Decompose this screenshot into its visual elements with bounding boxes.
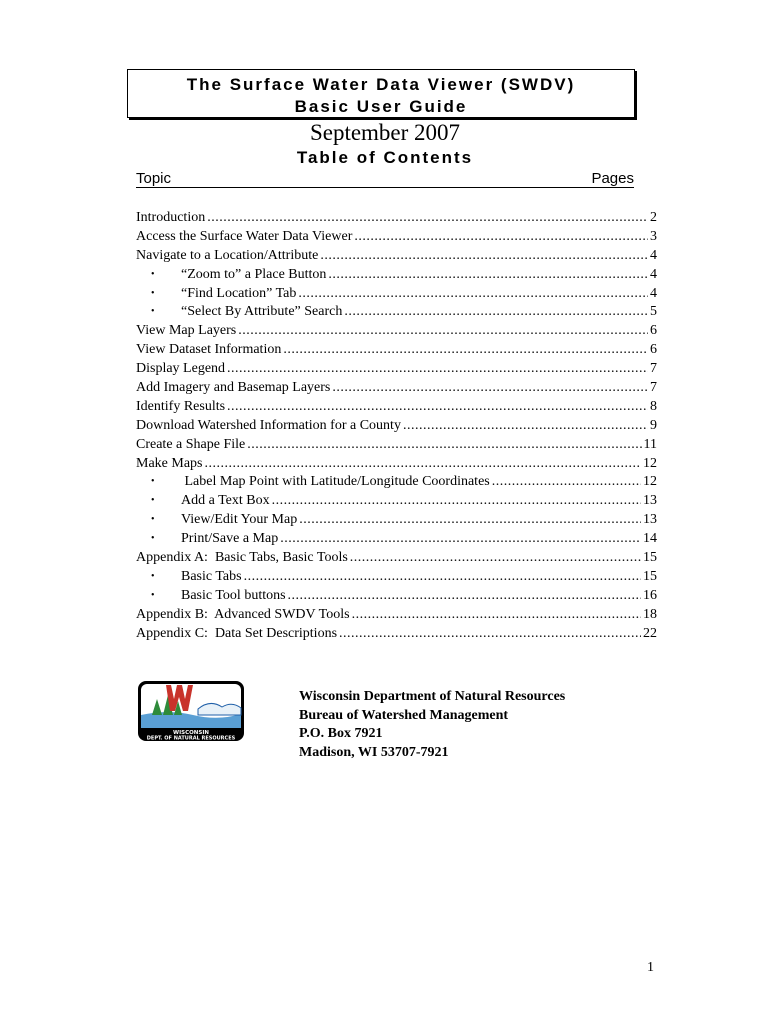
bullet-icon: • — [151, 268, 155, 280]
address-line-1: Wisconsin Department of Natural Resources — [299, 689, 566, 704]
toc-entry-title: Download Watershed Information for a County — [136, 417, 401, 433]
address-line-4: Madison, WI 53707-7921 — [299, 744, 449, 760]
toc-entry-page: 4 — [650, 285, 657, 301]
dot-leader — [227, 360, 648, 379]
toc-entry[interactable] — [136, 455, 657, 474]
toc-entry[interactable] — [136, 436, 657, 455]
toc-entry[interactable] — [136, 568, 657, 587]
toc-heading: Table of Contents — [296, 148, 474, 167]
address-line-3: P.O. Box 7921 — [299, 726, 383, 741]
table-of-contents — [136, 209, 657, 643]
toc-entry-title: View/Edit Your Map — [181, 512, 298, 528]
toc-entry-title: View Dataset Information — [136, 342, 282, 358]
dot-leader — [227, 398, 648, 417]
toc-entry-page: 8 — [650, 398, 657, 414]
toc-entry[interactable] — [136, 341, 657, 360]
toc-entry[interactable] — [136, 209, 657, 228]
toc-entry-page: 7 — [650, 380, 657, 396]
toc-entry-page: 14 — [643, 531, 657, 547]
toc-entry-page: 15 — [643, 550, 657, 566]
dot-leader — [403, 417, 648, 436]
toc-entry-title: “Zoom to” a Place Button — [181, 266, 327, 282]
toc-column-header — [136, 169, 634, 188]
toc-entry[interactable] — [136, 511, 657, 530]
toc-entry-page: 2 — [650, 210, 657, 225]
document-date: September 2007 — [309, 120, 461, 145]
toc-entry[interactable] — [136, 266, 657, 285]
bullet-icon: • — [151, 476, 155, 488]
toc-entry[interactable] — [136, 606, 657, 625]
toc-entry-title: Label Map Point with Latitude/Longitude Coordinates — [181, 474, 490, 490]
logo-line-2: DEPT. OF NATURAL RESOURCES — [146, 735, 236, 741]
toc-entry-title: Print/Save a Map — [181, 531, 279, 547]
toc-entry[interactable] — [136, 587, 657, 606]
toc-entry-page: 7 — [650, 361, 657, 377]
toc-entry-title: “Find Location” Tab — [181, 285, 297, 301]
bullet-icon: • — [151, 495, 155, 507]
toc-entry-page: 5 — [650, 304, 657, 320]
dot-leader — [339, 625, 641, 644]
toc-entry-title: View Map Layers — [136, 323, 237, 339]
toc-entry-page: 16 — [643, 587, 657, 603]
dot-leader — [298, 285, 648, 304]
toc-entry[interactable] — [136, 530, 657, 549]
toc-entry-page: 12 — [643, 474, 657, 490]
toc-entry-title: Create a Shape File — [136, 436, 246, 452]
toc-entry-title: Appendix A: Basic Tabs, Basic Tools — [136, 550, 348, 566]
dot-leader — [238, 322, 648, 341]
dot-leader — [244, 568, 641, 587]
toc-entry-title: Appendix C: Data Set Descriptions — [136, 625, 338, 641]
document-title-box — [127, 69, 635, 118]
dot-leader — [272, 492, 641, 511]
dot-leader — [328, 266, 648, 285]
bullet-icon: • — [151, 287, 155, 299]
dot-leader — [332, 379, 648, 398]
toc-entry-title: Basic Tool buttons — [181, 587, 286, 603]
bullet-icon: • — [151, 570, 155, 582]
toc-entry[interactable] — [136, 417, 657, 436]
toc-entry[interactable] — [136, 625, 657, 644]
toc-entry-title: Access the Surface Water Data Viewer — [136, 228, 353, 244]
toc-entry-page: 13 — [643, 512, 657, 528]
agency-address — [299, 688, 565, 762]
toc-entry-page: 11 — [643, 436, 657, 452]
toc-entry[interactable] — [136, 285, 657, 304]
bullet-icon: • — [151, 514, 155, 526]
bullet-icon: • — [151, 533, 155, 545]
toc-entry-title: Display Legend — [136, 361, 226, 377]
toc-entry-page: 15 — [643, 568, 657, 584]
dot-leader — [350, 549, 641, 568]
pages-column-label: Pages — [591, 170, 634, 187]
toc-entry-page: 4 — [650, 266, 657, 282]
toc-entry-title: Identify Results — [136, 398, 226, 414]
logo-line-1: WISCONSIN — [173, 730, 209, 736]
toc-entry-title: Add a Text Box — [181, 493, 270, 509]
toc-entry[interactable] — [136, 398, 657, 417]
document-title: The Surface Water Data Viewer (SWDV) — [186, 75, 576, 94]
dot-leader — [299, 511, 641, 530]
toc-entry[interactable] — [136, 228, 657, 247]
bullet-icon: • — [151, 589, 155, 601]
toc-entry-title: Appendix B: Advanced SWDV Tools — [136, 606, 350, 622]
toc-entry[interactable] — [136, 322, 657, 341]
dot-leader — [492, 473, 641, 492]
wdnr-logo — [138, 681, 244, 741]
toc-entry[interactable] — [136, 247, 657, 266]
topic-column-label: Topic — [136, 170, 172, 187]
toc-entry-title: Navigate to a Location/Attribute — [136, 247, 319, 263]
toc-entry-title: Basic Tabs — [181, 568, 242, 584]
toc-entry-page: 6 — [650, 323, 657, 339]
toc-entry-page: 13 — [643, 493, 657, 509]
toc-entry[interactable] — [136, 379, 657, 398]
toc-entry-title: Add Imagery and Basemap Layers — [136, 380, 331, 396]
address-line-2: Bureau of Watershed Management — [299, 707, 509, 723]
toc-entry-page: 22 — [643, 625, 657, 641]
toc-entry[interactable] — [136, 549, 657, 568]
dot-leader — [205, 455, 642, 474]
toc-entry-page: 3 — [650, 228, 657, 244]
toc-entry-title: “Select By Attribute” Search — [181, 304, 343, 320]
toc-entry-page: 9 — [650, 417, 657, 433]
toc-entry-page: 4 — [650, 247, 657, 263]
toc-entry[interactable] — [136, 360, 657, 379]
toc-entry-page: 12 — [643, 455, 657, 471]
dot-leader — [344, 303, 648, 322]
toc-entry-page: 6 — [650, 342, 657, 358]
toc-entry[interactable] — [136, 303, 657, 322]
toc-entry[interactable] — [136, 492, 657, 511]
dot-leader — [320, 247, 648, 266]
document-subtitle: Basic User Guide — [294, 97, 468, 116]
bullet-icon: • — [151, 306, 155, 318]
dot-leader — [283, 341, 648, 360]
toc-entry-title: Introduction — [136, 210, 206, 225]
dot-leader — [354, 228, 648, 247]
dot-leader — [207, 209, 648, 228]
toc-entry[interactable] — [136, 473, 657, 492]
page-number: 1 — [647, 960, 654, 975]
dot-leader — [288, 587, 641, 606]
dot-leader — [280, 530, 641, 549]
toc-entry-page: 18 — [643, 606, 657, 622]
dot-leader — [247, 436, 641, 455]
dot-leader — [352, 606, 641, 625]
toc-entry-title: Make Maps — [136, 455, 203, 471]
